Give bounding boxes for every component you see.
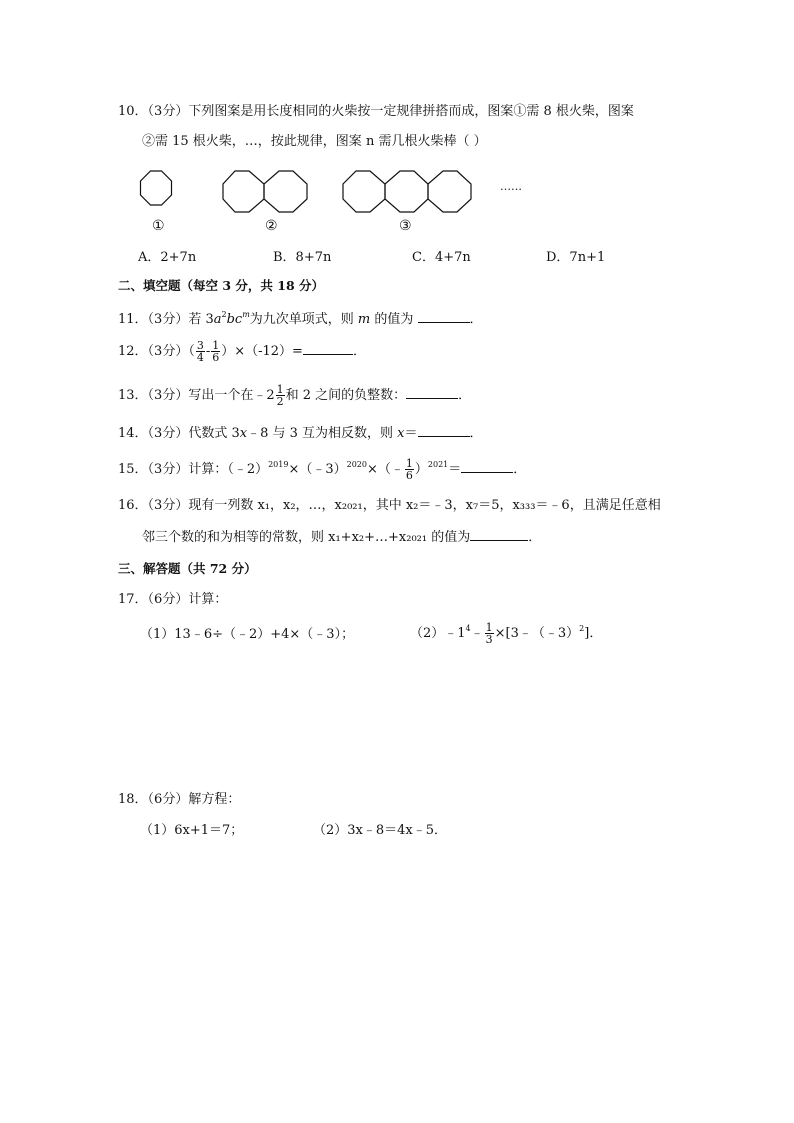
q11: 11．（3分）若 $3a^2bc^m$为九次单项式，则 m 的值为 ． xyxy=(118,310,483,327)
option-b: B．8+7n xyxy=(273,250,332,265)
option-a: A．2+7n xyxy=(138,250,197,265)
section-2-heading: 二、填空题（每空 3 分，共 18 分） xyxy=(118,278,325,293)
figure-label-1: ① xyxy=(152,218,165,234)
q17-part2: $(2)﹣1^4﹣$ $\frac{1}{3}$ ×[3﹣（﹣3）$^2$]． xyxy=(410,621,603,646)
fraction-1-6: $\frac{1}{6}$ xyxy=(212,339,220,364)
figure-2-octagons xyxy=(223,171,307,212)
fraction-3-4: $\frac{3}{4}$ xyxy=(196,339,204,364)
answer-blank-11[interactable] xyxy=(418,310,470,323)
ellipsis-text: …… xyxy=(500,180,522,193)
q15: 15．（3分）计算：（﹣2）$^{2019}$×（﹣3）$^{2020}$×（﹣ $\frac{1}{6}$ ）$^{2021}$＝ ． xyxy=(118,457,527,482)
q18-part1: （1）6x+1＝7； xyxy=(140,823,244,838)
matchstick-figures xyxy=(130,162,550,222)
q12: 12．（3分）（ $\frac{3}{4}$ - $\frac{1}{6}$ ）×（-12）= ． xyxy=(118,339,366,364)
q14: 14．（3分）代数式 3x﹣8 与 3 互为相反数，则 x＝ ． xyxy=(118,426,483,441)
q18-title: 18．（6分）解方程： xyxy=(118,792,241,807)
q10-line2: ②需 15 根火柴，…，按此规律，图案 n 需几根火柴棒（ ） xyxy=(142,134,487,149)
figure-label-3: ③ xyxy=(399,218,412,234)
q16-line1: 16．（3分）现有一列数 x₁，x₂，…，x₂₀₂₁，其中 x₂＝﹣3，x₇＝5，x₃₃₃＝﹣6，且满足任意相 xyxy=(118,498,661,513)
figure-1-octagon xyxy=(141,171,172,205)
answer-blank-14[interactable] xyxy=(418,424,470,437)
section-3-heading: 三、解答题（共 72 分） xyxy=(118,561,257,576)
figure-3-octagons xyxy=(343,171,471,212)
q18-part2: （2）3x﹣8＝4x﹣5． xyxy=(313,823,448,838)
figure-label-2: ② xyxy=(265,218,278,234)
answer-blank-12[interactable] xyxy=(303,342,353,355)
q17-title: 17．（6分）计算： xyxy=(118,592,228,607)
answer-blank-13[interactable] xyxy=(406,386,458,399)
q13: 13．（3分）写出一个在﹣2 $\frac{1}{2}$ 和 2 之间的负整数： ． xyxy=(118,383,472,408)
fraction-1-3: $\frac{1}{3}$ xyxy=(485,621,493,646)
answer-blank-16[interactable] xyxy=(470,528,528,541)
q16-line2: 邻三个数的和为相等的常数，则 x₁+x₂+…+x₂₀₂₁ 的值为 ． xyxy=(142,530,542,545)
fraction-1-2: $\frac{1}{2}$ xyxy=(276,383,284,408)
answer-blank-15[interactable] xyxy=(461,460,513,473)
q10-line1: 10．（3分）下列图案是用长度相同的火柴按一定规律拼搭而成，图案①需 8 根火柴，图案 xyxy=(118,104,634,119)
q17-part1: （1）13﹣6÷（﹣2）+4×（﹣3）； xyxy=(140,627,355,642)
fraction-1-6-b: $\frac{1}{6}$ xyxy=(405,457,413,482)
option-c: C．4+7n xyxy=(412,250,471,265)
option-d: D．7n+1 xyxy=(546,250,606,265)
